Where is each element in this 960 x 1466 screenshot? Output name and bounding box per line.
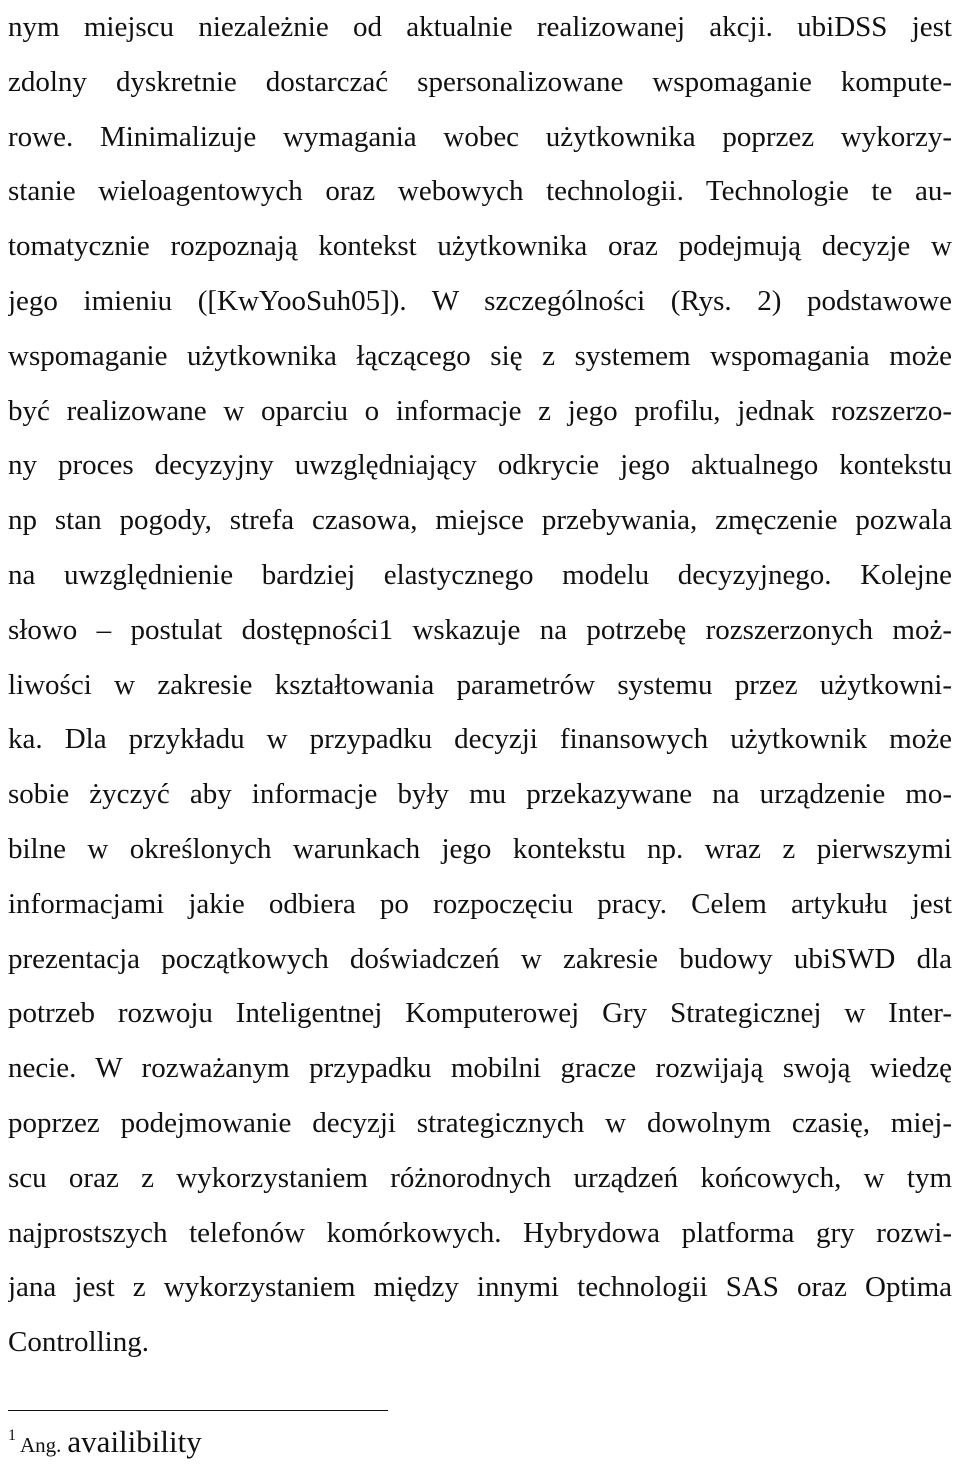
text-line: prezentacja początkowych doświadczeń w zakresie budowy ubiSWD dla xyxy=(8,942,952,975)
footnote-term: availibility xyxy=(67,1424,202,1459)
footnote xyxy=(8,1424,608,1460)
body-paragraph xyxy=(8,0,952,1370)
text-line: Controlling. xyxy=(8,1326,149,1359)
text-line: tomatycznie rozpoznają kontekst użytkownika oraz podejmują decyzje w xyxy=(8,230,952,263)
text-line: rowe. Minimalizuje wymagania wobec użytkownika poprzez wykorzy- xyxy=(8,120,952,153)
text-line: poprzez podejmowanie decyzji strategicznych w dowolnym czasię, miej- xyxy=(8,1106,952,1139)
text-line: wspomaganie użytkownika łączącego się z systemem wspomagania może xyxy=(8,339,952,372)
text-line: nym miejscu niezależnie od aktualnie realizowanej akcji. ubiDSS jest xyxy=(8,11,952,43)
text-line: najprostszych telefonów komórkowych. Hybrydowa platforma gry rozwi- xyxy=(8,1216,952,1249)
text-line: zdolny dyskretnie dostarczać spersonalizowane wspomaganie kompute- xyxy=(8,65,952,98)
text-line: słowo – postulat dostępności1 wskazuje na potrzebę rozszerzonych moż- xyxy=(8,613,952,646)
text-line: sobie życzyć aby informacje były mu przekazywane na urządzenie mo- xyxy=(8,778,952,811)
footnote-label: Ang. xyxy=(20,1433,62,1457)
text-line: bilne w określonych warunkach jego kontekstu np. wraz z pierwszymi xyxy=(8,832,952,865)
text-line: jana jest z wykorzystaniem między innymi technologii SAS oraz Optima xyxy=(8,1271,952,1304)
text-line: informacjami jakie odbiera po rozpoczęciu pracy. Celem artykułu jest xyxy=(8,887,952,920)
text-line: stanie wieloagentowych oraz webowych technologii. Technologie te au- xyxy=(8,175,952,208)
text-line: potrzeb rozwoju Inteligentnej Komputerowej Gry Strategicznej w Inter- xyxy=(8,997,952,1030)
footnote-divider xyxy=(8,1410,388,1411)
text-line: scu oraz z wykorzystaniem różnorodnych urządzeń końcowych, w tym xyxy=(8,1161,952,1194)
text-line: ny proces decyzyjny uwzględniający odkrycie jego aktualnego kontekstu xyxy=(8,449,952,482)
text-line: necie. W rozważanym przypadku mobilni gracze rozwijają swoją wiedzę xyxy=(8,1052,952,1085)
text-line: liwości w zakresie kształtowania parametrów systemu przez użytkowni- xyxy=(8,668,952,701)
footnote-marker: 1 xyxy=(8,1427,16,1444)
text-line: jego imieniu ([KwYooSuh05]). W szczególności (Rys. 2) podstawowe xyxy=(8,284,952,317)
text-line: ka. Dla przykładu w przypadku decyzji finansowych użytkownik może xyxy=(8,723,952,756)
text-line: np stan pogody, strefa czasowa, miejsce przebywania, zmęczenie pozwala xyxy=(8,504,952,537)
text-line: na uwzględnienie bardziej elastycznego modelu decyzyjnego. Kolejne xyxy=(8,558,952,591)
text-line: być realizowane w oparciu o informacje z jego profilu, jednak rozszerzo- xyxy=(8,394,952,427)
